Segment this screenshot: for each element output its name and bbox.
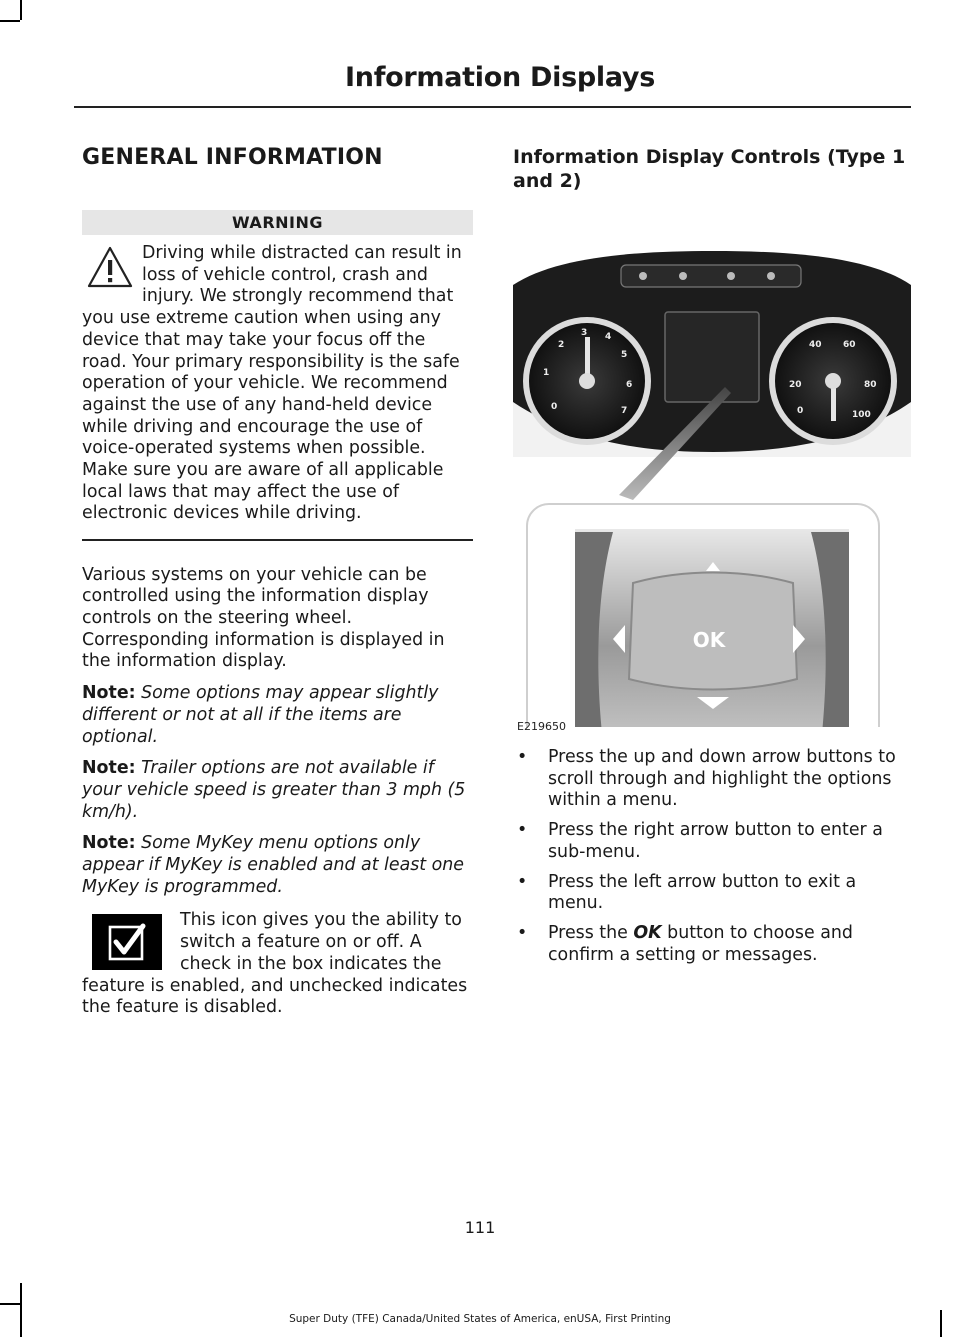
tachometer-tick-label: 3 xyxy=(581,328,588,338)
center-display-screen xyxy=(665,312,759,402)
note-text: Some options may appear slightly different or not at all if the items are optional. xyxy=(82,683,439,747)
list-item-text: Press the left arrow button to exit a menu. xyxy=(548,871,857,914)
note-paragraph xyxy=(82,683,473,748)
checkbox-explanation-text: This icon gives you the ability to switch a feature on or off. A check in the box indicates the feature is enabled, and unchecked indicates the feature is disabled. xyxy=(82,910,468,1018)
tachometer-tick-label: 1 xyxy=(543,368,550,378)
page-footer: Super Duty (TFE) Canada/United States of America, enUSA, First Printing xyxy=(289,1313,671,1325)
tachometer-tick-label: 0 xyxy=(551,402,558,412)
list-item xyxy=(513,872,911,915)
page-header-title: Information Displays xyxy=(345,62,655,93)
speedometer-tick-label: 100 xyxy=(852,410,871,420)
header-rule xyxy=(74,106,911,108)
tachometer-tick-label: 6 xyxy=(626,380,633,390)
ok-emphasis: OK xyxy=(633,922,662,943)
warning-triangle-icon xyxy=(86,245,134,289)
list-item-text: Press the up and down arrow buttons to scroll through and highlight the options within a menu. xyxy=(548,747,896,811)
speedometer-tick-label: 40 xyxy=(809,340,822,350)
instrument-cluster-illustration xyxy=(513,207,911,727)
note-label: Note: xyxy=(82,833,136,854)
list-item-text: Press the right arrow button to enter a sub-menu. xyxy=(548,820,883,862)
crop-mark xyxy=(20,1283,22,1337)
list-item-text-pre: Press the xyxy=(548,922,634,943)
tachometer-tick-label: 2 xyxy=(558,340,565,350)
section-title-display-controls: Information Display Controls (Type 1 and 2) xyxy=(513,146,906,192)
list-item-text-post: button to choose and confirm a setting or messages. xyxy=(548,922,853,965)
note-label: Note: xyxy=(82,683,136,704)
list-item xyxy=(513,923,911,966)
list-item xyxy=(513,747,911,812)
speedometer-tick-label: 20 xyxy=(789,380,802,390)
bullet-marker: • xyxy=(517,871,528,892)
tachometer-tick-label: 5 xyxy=(621,350,628,360)
warning-box xyxy=(82,243,473,525)
crop-mark xyxy=(20,0,22,20)
note-paragraph xyxy=(82,833,473,898)
ok-button-label[interactable]: OK xyxy=(692,628,726,652)
bullet-marker: • xyxy=(517,820,528,841)
controls-bullet-list xyxy=(513,747,911,966)
speedometer-tick-label: 0 xyxy=(797,406,804,416)
tachometer-tick-label: 4 xyxy=(605,332,612,342)
checkbox-explanation xyxy=(82,910,473,1019)
warning-heading: WARNING xyxy=(82,210,473,235)
bullet-marker: • xyxy=(517,922,528,943)
instrument-cluster-figure xyxy=(513,207,911,733)
crop-mark xyxy=(0,20,20,22)
list-item xyxy=(513,820,911,863)
left-column xyxy=(82,145,473,1019)
warning-rule xyxy=(82,539,473,541)
page-number: 111 xyxy=(464,1218,496,1237)
warning-text: Driving while distracted can result in loss of vehicle control, crash and injury. We strongly recommend that you use extreme caution when using any device that may take your focus off the road. Your primary responsibility is the safe operation of your vehicle. We recommend against the use of any hand-held device while driving and encourage the use of voice-operated systems when possible. Make sure you are aware of all applicable local laws that may affect the use of electronic devices while driving. xyxy=(82,243,462,524)
checkbox-checked-icon xyxy=(92,914,162,970)
crop-mark xyxy=(0,1303,20,1305)
right-column xyxy=(513,145,911,974)
figure-code: E219650 xyxy=(517,720,566,733)
intro-paragraph: Various systems on your vehicle can be controlled using the information display controls on the steering wheel. Corresponding information is displayed in the information display. xyxy=(82,564,445,672)
note-paragraph xyxy=(82,758,473,823)
section-title-general-information: GENERAL INFORMATION xyxy=(82,145,383,170)
tachometer-tick-label: 7 xyxy=(621,406,628,416)
note-text: Trailer options are not available if your vehicle speed is greater than 3 mph (5 km/h). xyxy=(82,758,466,822)
speedometer-tick-label: 60 xyxy=(843,340,856,350)
note-text: Some MyKey menu options only appear if MyKey is enabled and at least one MyKey is programmed. xyxy=(82,833,464,897)
note-label: Note: xyxy=(82,758,136,779)
bullet-marker: • xyxy=(517,747,528,767)
speedometer-tick-label: 80 xyxy=(864,380,877,390)
